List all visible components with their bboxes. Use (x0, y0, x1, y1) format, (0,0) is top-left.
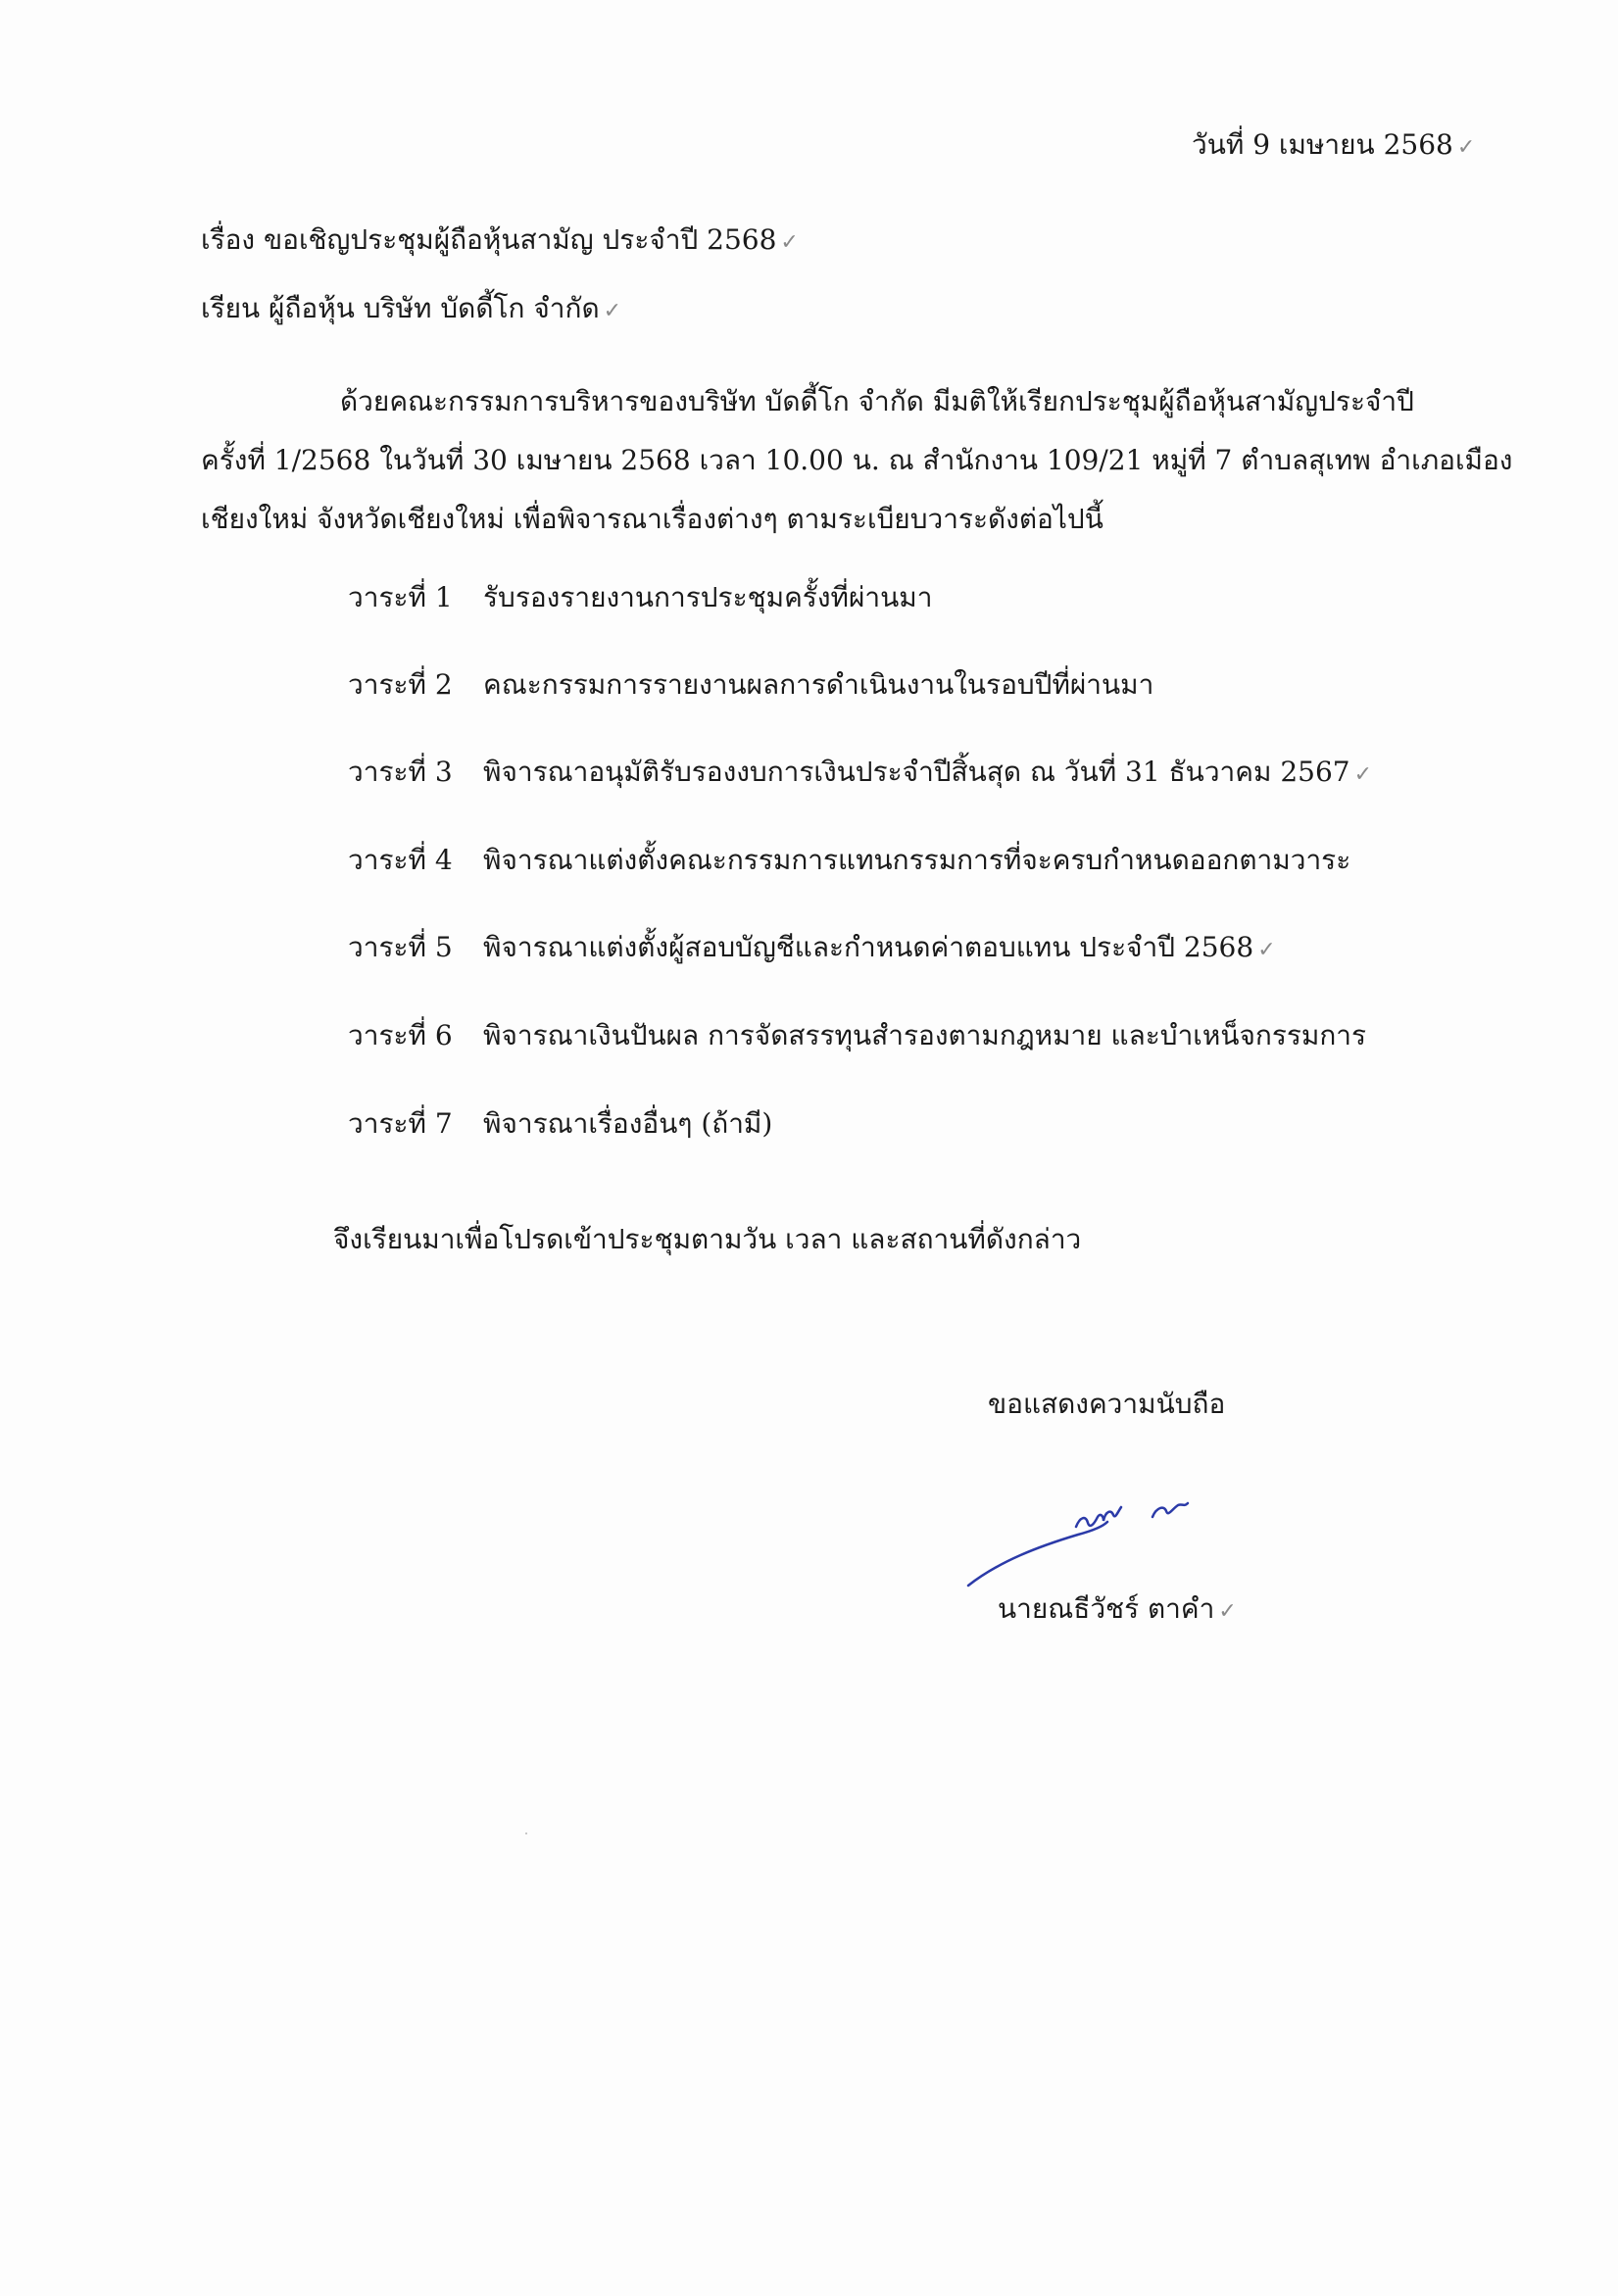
body-line-3: เชียงใหม่ จังหวัดเชียงใหม่ เพื่อพิจารณาเรื่องต่างๆ ตามระเบียบวาระดังต่อไปนี้ (201, 503, 1103, 535)
tick-mark-icon: ✓ (1456, 135, 1476, 160)
date-text: วันที่ 9 เมษายน 2568 (1192, 128, 1453, 161)
agenda-item (348, 1016, 1366, 1055)
salutation-text: เรียน ผู้ถือหุ้น บริษัท บัดดี้โก จำกัด (201, 292, 600, 324)
signer-name (998, 1589, 1237, 1632)
subject-text: เรื่อง ขอเชิญประชุมผู้ถือหุ้นสามัญ ประจำปี 2568 (201, 223, 777, 256)
agenda-item (348, 665, 1153, 705)
agenda-text: พิจารณาแต่งตั้งผู้สอบบัญชีและกำหนดค่าตอบแทน ประจำปี 2568 (483, 931, 1254, 963)
tick-mark-icon: ✓ (1257, 938, 1276, 962)
agenda-item (348, 753, 1372, 795)
regards-text: ขอแสดงความนับถือ (988, 1388, 1226, 1420)
agenda-label: วาระที่ 1 (348, 581, 453, 613)
agenda-item (348, 841, 1350, 880)
agenda-text: พิจารณาแต่งตั้งคณะกรรมการแทนกรรมการที่จะครบกำหนดออกตามวาระ (483, 844, 1351, 876)
agenda-label: วาระที่ 6 (348, 1019, 453, 1051)
signer-name-text: นายณธีวัชร์ ตาคำ (998, 1592, 1215, 1625)
agenda-label: วาระที่ 7 (348, 1107, 453, 1140)
tick-mark-icon: ✓ (780, 230, 799, 255)
signature-icon (960, 1468, 1215, 1605)
agenda-text: พิจารณาเงินปันผล การจัดสรรทุนสำรองตามกฎหมาย และบำเหน็จกรรมการ (483, 1019, 1367, 1051)
tick-mark-icon: ✓ (603, 299, 622, 323)
closing-sentence: จึงเรียนมาเพื่อโปรดเข้าประชุมตามวัน เวลา และสถานที่ดังกล่าว (333, 1223, 1082, 1255)
agenda-label: วาระที่ 4 (348, 844, 453, 876)
tick-mark-icon: ✓ (1353, 762, 1373, 787)
agenda-label: วาระที่ 2 (348, 668, 453, 701)
agenda-text: คณะกรรมการรายงานผลการดำเนินงานในรอบปีที่ผ่านมา (483, 668, 1154, 701)
scan-speck (525, 1832, 527, 1834)
agenda-label: วาระที่ 5 (348, 931, 453, 963)
agenda-text: พิจารณาอนุมัติรับรองงบการเงินประจำปีสิ้นสุด ณ วันที่ 31 ธันวาคม 2567 (483, 756, 1350, 788)
body-line-2: ครั้งที่ 1/2568 ในวันที่ 30 เมษายน 2568 เวลา 10.00 น. ณ สำนักงาน 109/21 หมู่ที่ 7 ตำบลสุเทพ อำเภอเมือง (201, 444, 1513, 476)
agenda-item (348, 928, 1276, 970)
agenda-item (348, 578, 932, 617)
letter-date (1192, 125, 1475, 168)
agenda-text: พิจารณาเรื่องอื่นๆ (ถ้ามี) (483, 1107, 773, 1140)
letter-salutation (201, 289, 621, 331)
tick-mark-icon: ✓ (1218, 1599, 1237, 1624)
agenda-label: วาระที่ 3 (348, 756, 453, 788)
agenda-item (348, 1104, 772, 1144)
letter-subject (201, 220, 799, 263)
body-line-1: ด้วยคณะกรรมการบริหารของบริษัท บัดดี้โก จำกัด มีมติให้เรียกประชุมผู้ถือหุ้นสามัญประจำปี (340, 385, 1414, 417)
agenda-text: รับรองรายงานการประชุมครั้งที่ผ่านมา (483, 581, 933, 613)
